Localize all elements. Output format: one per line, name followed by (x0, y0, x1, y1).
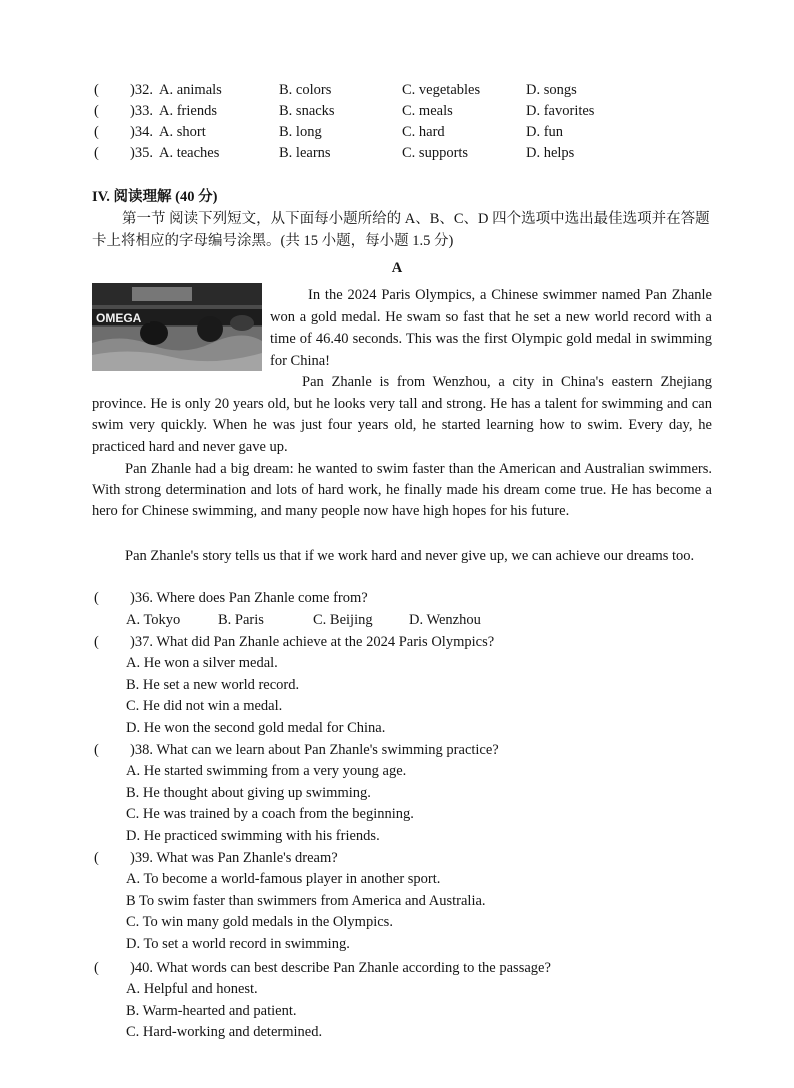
option-a: A. Helpful and honest. (126, 981, 258, 997)
option-a: A. He won a silver medal. (126, 655, 278, 671)
cloze-options-table (92, 80, 712, 164)
answer-paren: ( (94, 82, 99, 98)
cloze-row-34 (92, 122, 712, 143)
passage-paragraph-2: Pan Zhanle is from Wenzhou, a city in China's eastern Zhejiang province. He is only 20 years old, but he looks very tall and strong. He has a talent for swimming and can swim very quickly. When he was just four years old, he started learning how to swim. Every day, he practiced hard and never gave up. (92, 374, 712, 455)
question-stem: )40. What words can best describe Pan Zhanle according to the passage? (130, 960, 551, 976)
option-d: D. He practiced swimming with his friends. (126, 828, 380, 844)
option-c: C. Hard-working and determined. (126, 1024, 323, 1040)
question-stem: )36. Where does Pan Zhanle come from? (130, 590, 368, 606)
swimmer-photo (92, 283, 262, 371)
option-b: B. Warm-hearted and patient. (126, 1003, 297, 1019)
question-stem: )37. What did Pan Zhanle achieve at the 2024 Paris Olympics? (130, 634, 495, 650)
answer-paren: ( (94, 590, 99, 606)
passage-paragraph-4: Pan Zhanle's story tells us that if we work hard and never give up, we can achieve our dreams too. (125, 548, 695, 564)
option-b: B. He thought about giving up swimming. (126, 785, 371, 801)
option-c: C. He was trained by a coach from the beginning. (126, 806, 414, 822)
passage-paragraph-1: In the 2024 Paris Olympics, a Chinese swimmer named Pan Zhanle won a gold medal. He swam so fast that he set a new world record with a time of 46.40 seconds. This was the first Olympic gold medal in swimming for China! (270, 287, 712, 369)
answer-paren: ( (94, 634, 99, 650)
option-d: D. favorites (526, 103, 595, 119)
option-d: D. He won the second gold medal for China. (126, 720, 386, 736)
section-roman-numeral: IV. (92, 189, 110, 205)
cloze-row-33 (92, 101, 712, 122)
option-c: C. vegetables (402, 82, 481, 98)
option-b: B To swim faster than swimmers from America and Australia. (126, 893, 486, 909)
section-title: 阅读理解 (40 分) (113, 189, 218, 205)
option-b: B. Paris (218, 612, 264, 628)
answer-paren: ( (94, 850, 99, 866)
question-stem: )39. What was Pan Zhanle's dream? (130, 850, 338, 866)
answer-paren: ( (94, 742, 99, 758)
section-heading (92, 187, 217, 208)
passage-label: A (391, 260, 403, 276)
option-a: A. friends (159, 103, 217, 119)
option-b: B. snacks (279, 103, 335, 119)
option-d: D. fun (526, 124, 564, 140)
option-b: B. learns (279, 145, 331, 161)
question-number: )32. (130, 82, 153, 98)
question-stem: )38. What can we learn about Pan Zhanle's swimming practice? (130, 742, 499, 758)
option-b: B. long (279, 124, 322, 140)
option-a: A. teaches (159, 145, 220, 161)
option-a: A. Tokyo (126, 612, 181, 628)
cloze-row-32 (92, 80, 712, 101)
option-d: D. To set a world record in swimming. (126, 936, 350, 952)
option-d: D. songs (526, 82, 577, 98)
swimmer-photo-icon (92, 283, 262, 371)
omega-text: OMEGA (96, 311, 142, 325)
option-a: A. To become a world-famous player in another sport. (126, 871, 441, 887)
question-number: )34. (130, 124, 153, 140)
question-number: )35. (130, 145, 153, 161)
answer-paren: ( (94, 960, 99, 976)
option-a: A. short (159, 124, 206, 140)
option-d: D. Wenzhou (409, 612, 481, 628)
section-instructions: 第一节 阅读下列短文，从下面每小题所给的 A、B、C、D 四个选项中选出最佳选项并在答题卡上将相应的字母编号涂黑。(共 15 小题，每小题 1.5 分) (92, 211, 710, 249)
option-c: C. Beijing (313, 612, 373, 628)
option-d: D. helps (526, 145, 575, 161)
option-b: B. He set a new world record. (126, 677, 300, 693)
answer-paren: ( (94, 145, 99, 161)
option-b: B. colors (279, 82, 332, 98)
option-a: A. He started swimming from a very young age. (126, 763, 407, 779)
passage-paragraph-3: Pan Zhanle had a big dream: he wanted to swim faster than the American and Australian swimmers. With strong determination and lots of hard work, he finally made his dream come true. He has become a hero for Chinese swimming, and many people now have high hopes for his future. (92, 461, 712, 519)
option-c: C. To win many gold medals in the Olympics. (126, 914, 393, 930)
option-c: C. hard (402, 124, 445, 140)
answer-paren: ( (94, 103, 99, 119)
option-a: A. animals (159, 82, 222, 98)
option-c: C. supports (402, 145, 469, 161)
option-c: C. meals (402, 103, 453, 119)
answer-paren: ( (94, 124, 99, 140)
question-number: )33. (130, 103, 153, 119)
cloze-row-35 (92, 143, 712, 164)
option-c: C. He did not win a medal. (126, 698, 283, 714)
